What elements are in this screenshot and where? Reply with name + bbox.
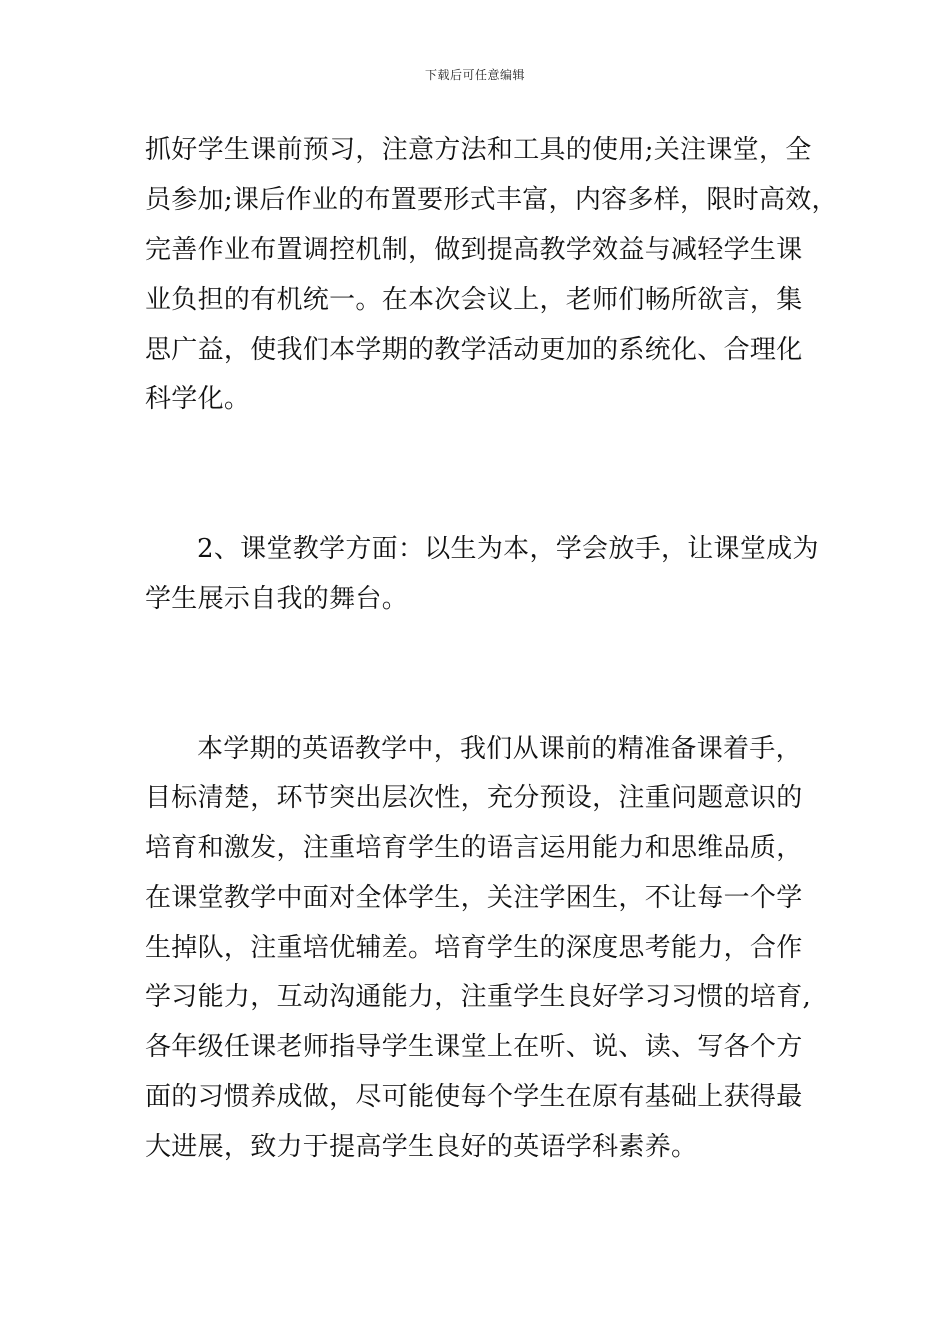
paragraph-2-line-2: 学生展示自我的舞台。 bbox=[145, 584, 409, 614]
paragraph-3-line-6: 学习能力，互动沟通能力，注重学生良好学习习惯的培育, bbox=[145, 982, 812, 1012]
paragraph-1-line-1: 抓好学生课前预习，注意方法和工具的使用;关注课堂，全 bbox=[145, 135, 812, 165]
paragraph-3-line-4: 在课堂教学中面对全体学生，关注学困生，不让每一个学 bbox=[145, 883, 803, 913]
paragraph-1-line-4: 业负担的有机统一。在本次会议上，老师们畅所欲言，集 bbox=[145, 285, 803, 315]
paragraph-3-line-2: 目标清楚，环节突出层次性，充分预设，注重问题意识的 bbox=[145, 783, 803, 813]
paragraph-3-line-5: 生掉队，注重培优辅差。培育学生的深度思考能力，合作 bbox=[145, 933, 803, 963]
page-header: 下载后可任意编辑 bbox=[424, 68, 525, 82]
paragraph-3-line-7: 各年级任课老师指导学生课堂上在听、说、读、写各个方 bbox=[145, 1032, 803, 1062]
paragraph-1-line-2: 员参加;课后作业的布置要形式丰富，内容多样，限时高效， bbox=[145, 185, 838, 215]
paragraph-2-line-1: 2、课堂教学方面：以生为本，学会放手，让课堂成为 bbox=[197, 534, 819, 564]
paragraph-1-line-3: 完善作业布置调控机制，做到提高教学效益与减轻学生课 bbox=[145, 235, 803, 265]
paragraph-3-line-1: 本学期的英语教学中，我们从课前的精准备课着手， bbox=[197, 734, 802, 764]
paragraph-3-line-3: 培育和激发，注重培育学生的语言运用能力和思维品质， bbox=[145, 833, 803, 863]
paragraph-1-line-6: 科学化。 bbox=[145, 384, 251, 414]
paragraph-3-line-8: 面的习惯养成做，尽可能使每个学生在原有基础上获得最 bbox=[145, 1082, 803, 1112]
paragraph-3-line-9: 大进展，致力于提高学生良好的英语学科素养。 bbox=[145, 1132, 698, 1162]
paragraph-1-line-5: 思广益，使我们本学期的教学活动更加的系统化、合理化 bbox=[145, 335, 803, 365]
